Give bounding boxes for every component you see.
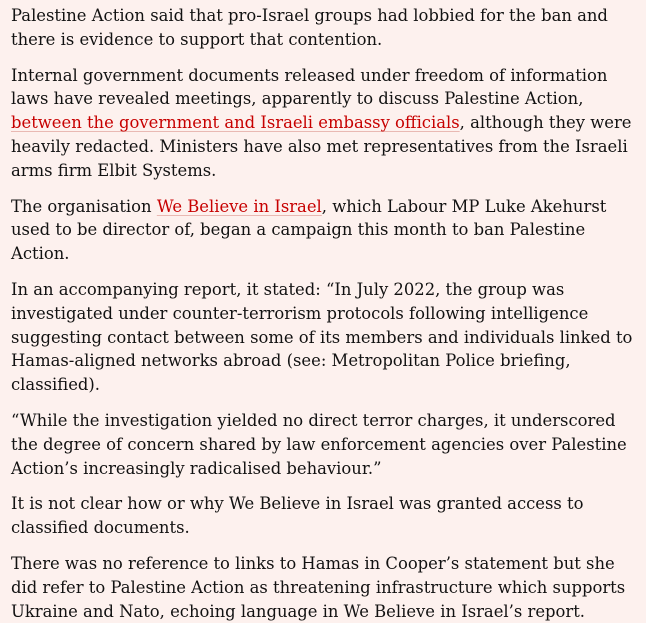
paragraph-report-quote-text: In an accompanying report, it stated: “In July 2022, the group was investigated under counter-terrorism protocols following intelligence suggesting contact between some of its members and individuals linked to Hamas-aligned networks abroad (see: Metropolitan Police briefing, classified). <box>11 279 633 395</box>
paragraph-lobbying-text: Palestine Action said that pro-Israel groups had lobbied for the ban and there is evidence to support that contention. <box>11 6 608 49</box>
paragraph-cooper-statement-text: There was no reference to links to Hamas in Cooper’s statement but she did refer to Palestine Action as threatening infrastructure which supports Ukraine and Nato, echoing language in We Believe in Israel’s report. <box>11 553 626 621</box>
paragraph-lobbying <box>11 4 640 52</box>
paragraph-wbii-text-before: The organisation <box>11 196 157 216</box>
paragraph-foi-text-before: Internal government documents released under freedom of information laws have revealed meetings, apparently to discuss Palestine Action, <box>11 65 608 109</box>
paragraph-report-quote <box>11 278 640 397</box>
paragraph-foi-documents <box>11 64 640 183</box>
paragraph-we-believe-in-israel <box>11 195 640 266</box>
paragraph-wbii-text-after: , which Labour MP Luke Akehurst used to be director of, began a campaign this month to ban Palestine Action. <box>11 196 607 264</box>
paragraph-cooper-statement <box>11 552 640 623</box>
paragraph-foi-text-after: , although they were heavily redacted. Ministers have also met representatives from the Israeli arms firm Elbit Systems. <box>11 113 632 180</box>
paragraph-classified-access <box>11 492 640 540</box>
paragraph-investigation-quote <box>11 409 640 480</box>
paragraph-investigation-quote-text: “While the investigation yielded no direct terror charges, it underscored the degree of concern shared by law enforcement agencies over Palestine Action’s increasingly radicalised behaviour.” <box>11 410 627 478</box>
link-government-embassy-officials[interactable]: between the government and Israeli embassy officials <box>11 113 460 133</box>
link-we-believe-in-israel[interactable]: We Believe in Israel <box>156 196 322 216</box>
paragraph-classified-access-text: It is not clear how or why We Believe in Israel was granted access to classified documents. <box>11 494 584 538</box>
